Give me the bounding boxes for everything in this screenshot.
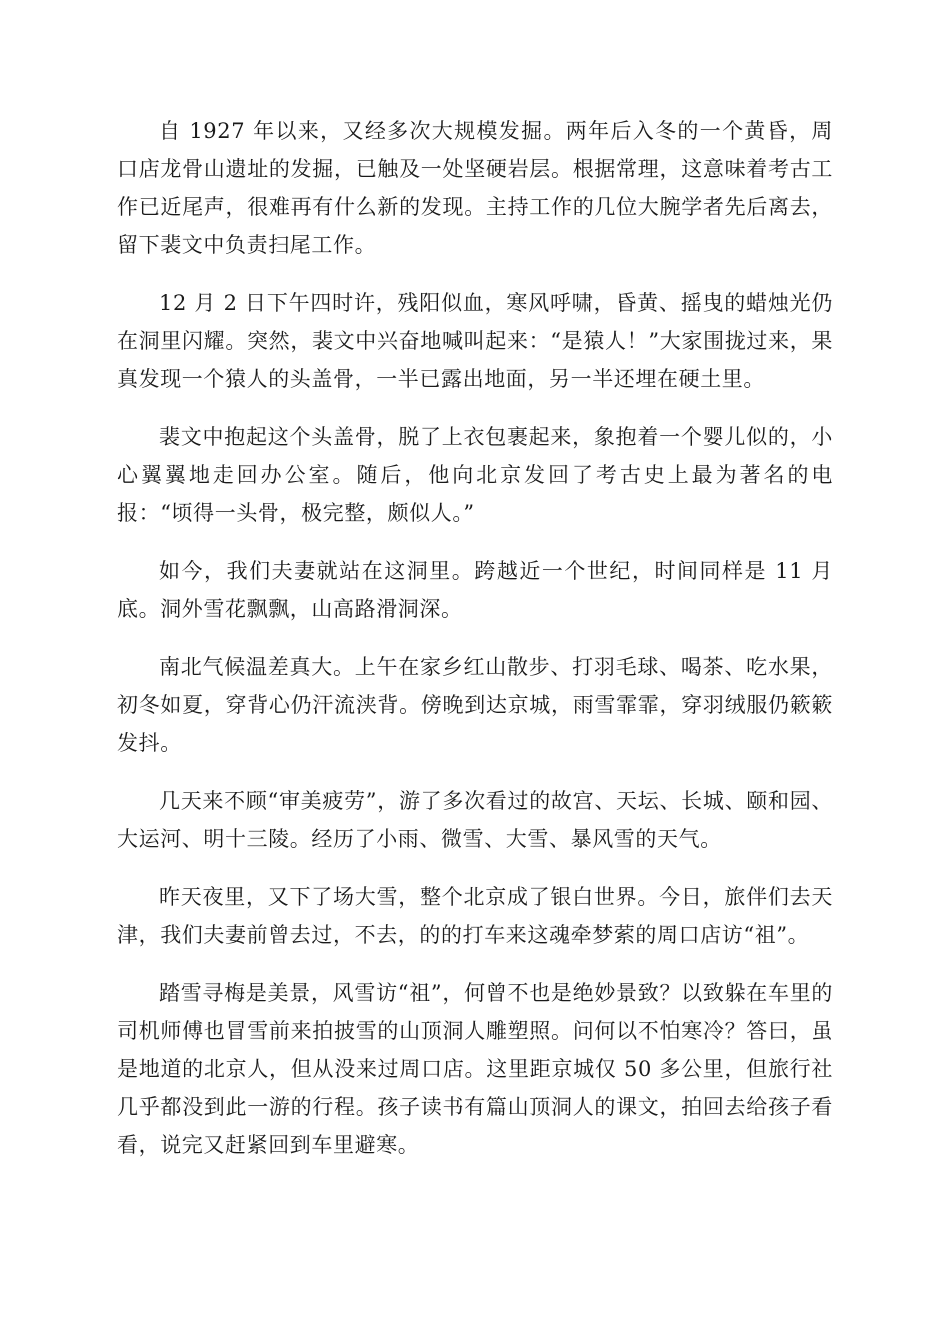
paragraph-sightseeing: 几天来不顾“审美疲劳”，游了多次看过的故宫、天坛、长城、颐和园、大运河、明十三陵。经历了小雨、微雪、大雪、暴风雪的天气。: [117, 789, 833, 851]
paragraph-excavation-history: 自 1927 年以来，又经多次大规模发掘。两年后入冬的一个黄昏，周口店龙骨山遗址的发掘，已触及一处坚硬岩层。根据常理，这意味着考古工作已近尾声，很难再有什么新的发现。主持工作的几位大腕学者先后离去，留下裴文中负责扫尾工作。: [117, 119, 833, 257]
paragraph-telegram: 裴文中抱起这个头盖骨，脱了上衣包裹起来，象抱着一个婴儿似的，小心翼翼地走回办公室。随后，他向北京发回了考古史上最为著名的电报：“顷得一头骨，极完整，颇似人。”: [117, 425, 833, 525]
paragraph-present-visit: 如今，我们夫妻就站在这洞里。跨越近一个世纪，时间同样是 11 月底。洞外雪花飘飘，山高路滑洞深。: [117, 559, 833, 621]
document-body: [117, 112, 833, 1164]
paragraph-driver-story: 踏雪寻梅是美景，风雪访“祖”，何曾不也是绝妙景致？以致躲在车里的司机师傅也冒雪前来拍披雪的山顶洞人雕塑照。问何以不怕寒冷？答曰，虽是地道的北京人，但从没来过周口店。这里距京城仅 50 多公里，但旅行社几乎都没到此一游的行程。孩子读书有篇山顶洞人的课文，拍回去给孩子看看，说完又赶紧回到车里避寒。: [117, 981, 833, 1157]
paragraph-snowfall: 昨天夜里，又下了场大雪，整个北京成了银白世界。今日，旅伴们去天津，我们夫妻前曾去过，不去，的的打车来这魂牵梦萦的周口店访“祖”。: [117, 885, 833, 947]
paragraph-climate: 南北气候温差真大。上午在家乡红山散步、打羽毛球、喝茶、吃水果，初冬如夏，穿背心仍汗流浃背。傍晚到达京城，雨雪霏霏，穿羽绒服仍簌簌发抖。: [117, 655, 833, 755]
paragraph-skull-discovery: 12 月 2 日下午四时许，残阳似血，寒风呼啸，昏黄、摇曳的蜡烛光仍在洞里闪耀。突然，裴文中兴奋地喊叫起来：“是猿人！”大家围拢过来，果真发现一个猿人的头盖骨，一半已露出地面，另一半还埋在硬土里。: [117, 291, 833, 391]
